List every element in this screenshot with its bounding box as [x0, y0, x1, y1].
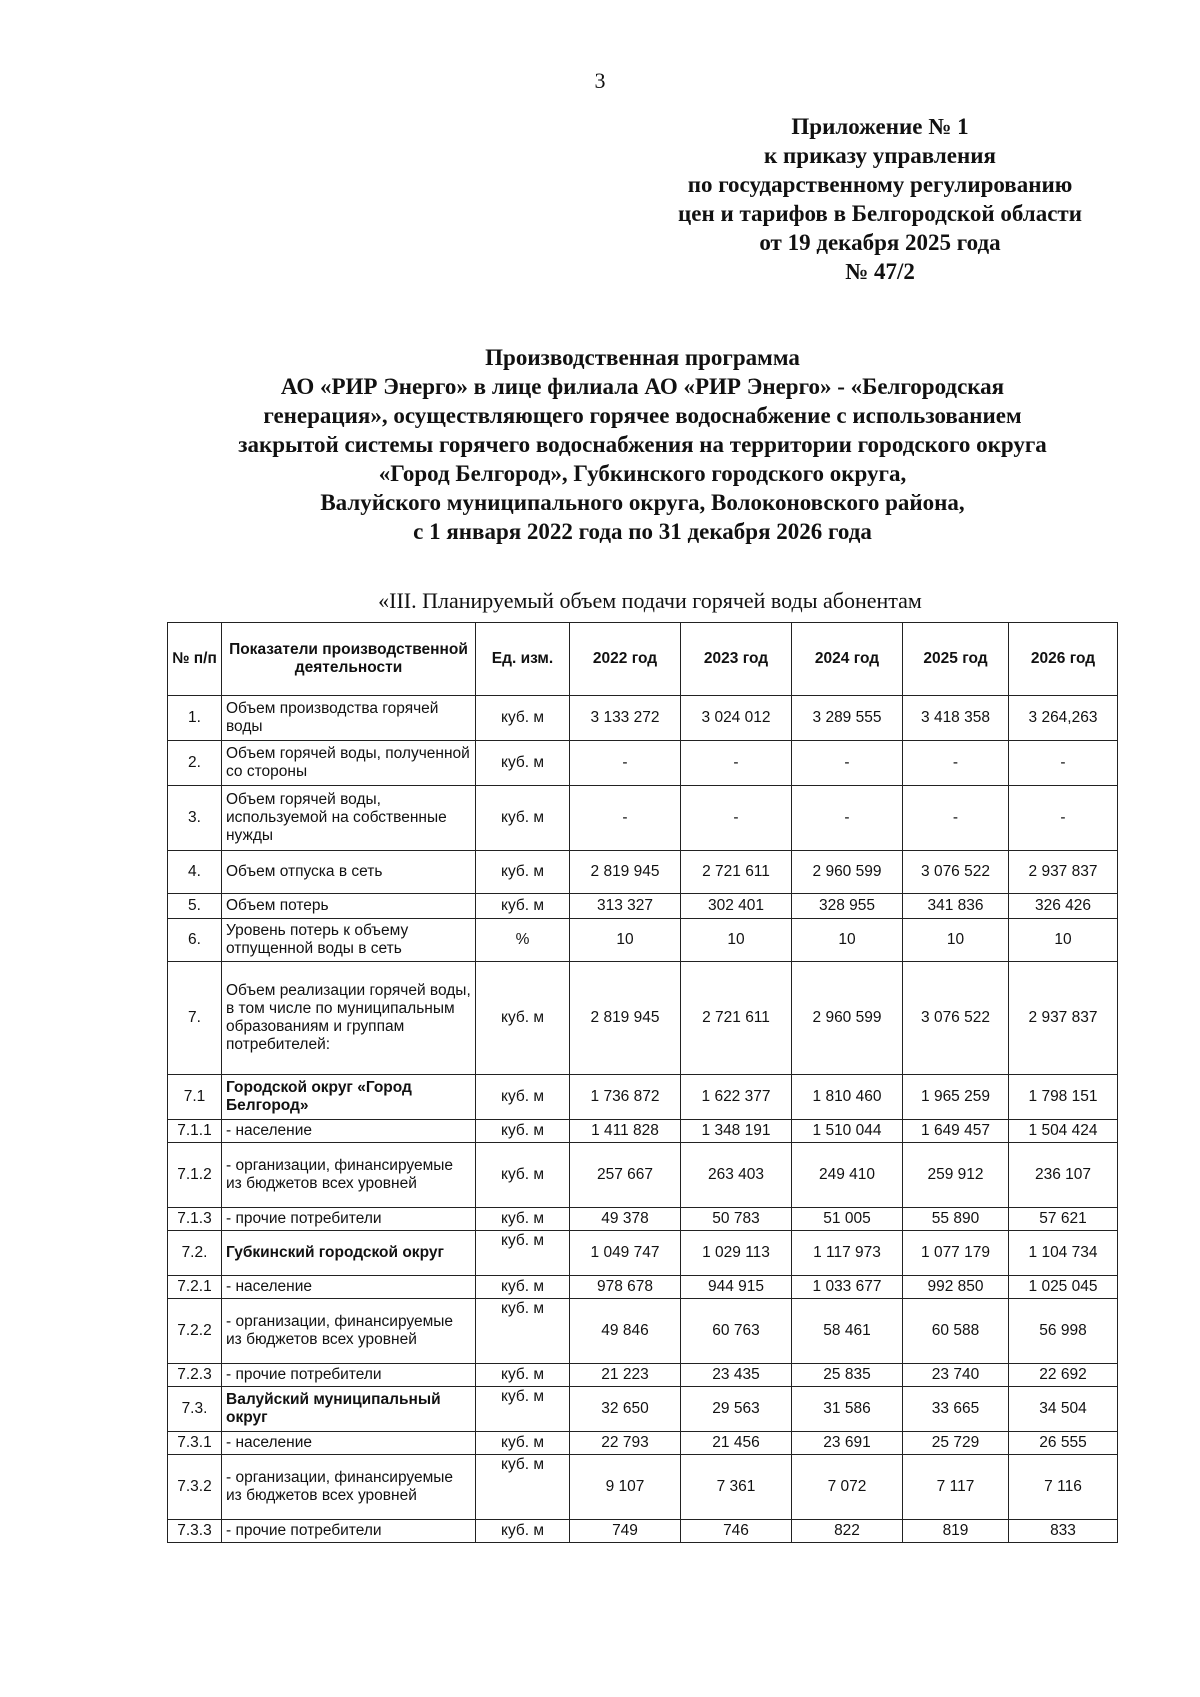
value-cell: 978 678	[570, 1276, 681, 1299]
unit-cell: куб. м	[476, 1432, 570, 1455]
table-row	[168, 1276, 1118, 1299]
row-number-cell: 7.1.3	[168, 1208, 222, 1231]
value-cell: 60 588	[903, 1299, 1009, 1364]
value-cell: 32 650	[570, 1387, 681, 1432]
value-cell: 2 937 837	[1009, 851, 1118, 894]
table-row	[168, 1387, 1118, 1432]
value-cell: 1 077 179	[903, 1231, 1009, 1276]
row-number-cell: 7.2.3	[168, 1364, 222, 1387]
value-cell: 49 846	[570, 1299, 681, 1364]
row-number-cell: 7.1.1	[168, 1120, 222, 1143]
indicator-name-cell: Объем производства горячей воды	[222, 696, 476, 741]
unit-cell: куб. м	[476, 962, 570, 1075]
value-cell: 2 721 611	[681, 962, 792, 1075]
value-cell: 1 104 734	[1009, 1231, 1118, 1276]
row-number-cell: 7.3.	[168, 1387, 222, 1432]
header-cell: 2025 год	[903, 623, 1009, 696]
table-row	[168, 894, 1118, 919]
value-cell: 746	[681, 1520, 792, 1543]
value-cell: 3 418 358	[903, 696, 1009, 741]
row-number-cell: 1.	[168, 696, 222, 741]
table-row	[168, 1143, 1118, 1208]
value-cell: 1 810 460	[792, 1075, 903, 1120]
row-number-cell: 7.3.2	[168, 1455, 222, 1520]
value-cell: -	[903, 741, 1009, 786]
value-cell: 992 850	[903, 1276, 1009, 1299]
table-row	[168, 919, 1118, 962]
value-cell: 1 029 113	[681, 1231, 792, 1276]
indicator-name-cell: Объем реализации горячей воды, в том числе по муниципальным образованиям и группам потребителей:	[222, 962, 476, 1075]
value-cell: -	[792, 786, 903, 851]
value-cell: 1 736 872	[570, 1075, 681, 1120]
value-cell: -	[681, 786, 792, 851]
title-line: закрытой системы горячего водоснабжения на территории городского округа	[238, 432, 1047, 457]
indicator-name-cell: Объем горячей воды, полученной со стороны	[222, 741, 476, 786]
unit-cell: куб. м	[476, 696, 570, 741]
value-cell: 749	[570, 1520, 681, 1543]
production-program-table	[167, 622, 1118, 1543]
table-row	[168, 786, 1118, 851]
unit-cell: куб. м	[476, 1231, 570, 1276]
indicator-name-cell: Уровень потерь к объему отпущенной воды в сеть	[222, 919, 476, 962]
indicator-name-cell: Объем отпуска в сеть	[222, 851, 476, 894]
value-cell: 56 998	[1009, 1299, 1118, 1364]
value-cell: 7 116	[1009, 1455, 1118, 1520]
header-cell: № п/п	[168, 623, 222, 696]
row-number-cell: 7.1.2	[168, 1143, 222, 1208]
value-cell: 2 819 945	[570, 851, 681, 894]
table-row	[168, 851, 1118, 894]
value-cell: 23 691	[792, 1432, 903, 1455]
value-cell: 2 960 599	[792, 851, 903, 894]
row-number-cell: 6.	[168, 919, 222, 962]
header-cell: 2026 год	[1009, 623, 1118, 696]
row-number-cell: 5.	[168, 894, 222, 919]
value-cell: 313 327	[570, 894, 681, 919]
unit-cell: куб. м	[476, 894, 570, 919]
value-cell: 26 555	[1009, 1432, 1118, 1455]
unit-cell: куб. м	[476, 741, 570, 786]
indicator-name-cell: - население	[222, 1432, 476, 1455]
unit-cell: куб. м	[476, 1387, 570, 1432]
indicator-name-cell: - прочие потребители	[222, 1520, 476, 1543]
table-row	[168, 1231, 1118, 1276]
table-row	[168, 1120, 1118, 1143]
value-cell: -	[570, 741, 681, 786]
page-number: 3	[594, 68, 606, 93]
table-header-row	[168, 623, 1118, 696]
value-cell: 25 835	[792, 1364, 903, 1387]
value-cell: 328 955	[792, 894, 903, 919]
title-line: Валуйского муниципального округа, Волоконовского района,	[320, 490, 965, 515]
row-number-cell: 7.2.	[168, 1231, 222, 1276]
value-cell: 7 361	[681, 1455, 792, 1520]
appendix-line: Приложение № 1	[791, 114, 969, 139]
unit-cell: куб. м	[476, 1520, 570, 1543]
indicator-name-cell: - организации, финансируемые из бюджетов всех уровней	[222, 1299, 476, 1364]
value-cell: 2 819 945	[570, 962, 681, 1075]
value-cell: 326 426	[1009, 894, 1118, 919]
value-cell: 23 740	[903, 1364, 1009, 1387]
table-row	[168, 962, 1118, 1075]
value-cell: 819	[903, 1520, 1009, 1543]
header-cell: 2022 год	[570, 623, 681, 696]
appendix-header	[640, 112, 1120, 286]
value-cell: 3 024 012	[681, 696, 792, 741]
document-title	[150, 343, 1135, 546]
value-cell: -	[681, 741, 792, 786]
section-title: «III. Планируемый объем подачи горячей воды абонентам	[378, 588, 922, 613]
title-line: «Город Белгород», Губкинского городского округа,	[378, 461, 907, 486]
appendix-line: № 47/2	[845, 259, 915, 284]
value-cell: 50 783	[681, 1208, 792, 1231]
appendix-line: от 19 декабря 2025 года	[759, 230, 1001, 255]
value-cell: 3 133 272	[570, 696, 681, 741]
indicator-name-cell: Объем горячей воды, используемой на собственные нужды	[222, 786, 476, 851]
value-cell: 23 435	[681, 1364, 792, 1387]
table-row	[168, 1208, 1118, 1231]
value-cell: 259 912	[903, 1143, 1009, 1208]
value-cell: 7 072	[792, 1455, 903, 1520]
value-cell: 10	[792, 919, 903, 962]
value-cell: 1 965 259	[903, 1075, 1009, 1120]
row-number-cell: 7.2.1	[168, 1276, 222, 1299]
value-cell: 236 107	[1009, 1143, 1118, 1208]
value-cell: 249 410	[792, 1143, 903, 1208]
value-cell: 57 621	[1009, 1208, 1118, 1231]
value-cell: 21 456	[681, 1432, 792, 1455]
unit-cell: куб. м	[476, 1455, 570, 1520]
value-cell: 58 461	[792, 1299, 903, 1364]
value-cell: 29 563	[681, 1387, 792, 1432]
row-number-cell: 7.2.2	[168, 1299, 222, 1364]
title-line: с 1 января 2022 года по 31 декабря 2026 года	[413, 519, 872, 544]
unit-cell: %	[476, 919, 570, 962]
value-cell: 263 403	[681, 1143, 792, 1208]
value-cell: 31 586	[792, 1387, 903, 1432]
value-cell: 51 005	[792, 1208, 903, 1231]
header-cell: 2024 год	[792, 623, 903, 696]
indicator-name-cell: - прочие потребители	[222, 1208, 476, 1231]
value-cell: 33 665	[903, 1387, 1009, 1432]
row-number-cell: 7.	[168, 962, 222, 1075]
value-cell: -	[903, 786, 1009, 851]
value-cell: 3 264,263	[1009, 696, 1118, 741]
header-cell: Ед. изм.	[476, 623, 570, 696]
value-cell: 2 960 599	[792, 962, 903, 1075]
value-cell: 822	[792, 1520, 903, 1543]
value-cell: 257 667	[570, 1143, 681, 1208]
value-cell: 1 117 973	[792, 1231, 903, 1276]
value-cell: 1 025 045	[1009, 1276, 1118, 1299]
appendix-line: цен и тарифов в Белгородской области	[678, 201, 1082, 226]
unit-cell: куб. м	[476, 851, 570, 894]
value-cell: 1 649 457	[903, 1120, 1009, 1143]
unit-cell: куб. м	[476, 786, 570, 851]
indicator-name-cell: Городской округ «Город Белгород»	[222, 1075, 476, 1120]
indicator-name-cell: - организации, финансируемые из бюджетов всех уровней	[222, 1455, 476, 1520]
value-cell: 9 107	[570, 1455, 681, 1520]
value-cell: 944 915	[681, 1276, 792, 1299]
row-number-cell: 2.	[168, 741, 222, 786]
value-cell: 10	[681, 919, 792, 962]
table-row	[168, 741, 1118, 786]
table-row	[168, 1520, 1118, 1543]
value-cell: 49 378	[570, 1208, 681, 1231]
value-cell: 55 890	[903, 1208, 1009, 1231]
title-line: Производственная программа	[485, 345, 800, 370]
value-cell: 10	[570, 919, 681, 962]
unit-cell: куб. м	[476, 1208, 570, 1231]
indicator-name-cell: - прочие потребители	[222, 1364, 476, 1387]
value-cell: -	[570, 786, 681, 851]
table-row	[168, 1455, 1118, 1520]
value-cell: 60 763	[681, 1299, 792, 1364]
value-cell: 1 348 191	[681, 1120, 792, 1143]
title-line: АО «РИР Энерго» в лице филиала АО «РИР Энерго» - «Белгородская	[280, 374, 1005, 399]
value-cell: 1 798 151	[1009, 1075, 1118, 1120]
value-cell: 1 504 424	[1009, 1120, 1118, 1143]
indicator-name-cell: Валуйский муниципальный округ	[222, 1387, 476, 1432]
indicator-name-cell: Губкинский городской округ	[222, 1231, 476, 1276]
unit-cell: куб. м	[476, 1364, 570, 1387]
value-cell: 3 076 522	[903, 962, 1009, 1075]
indicator-name-cell: Объем потерь	[222, 894, 476, 919]
table-row	[168, 1364, 1118, 1387]
value-cell: 21 223	[570, 1364, 681, 1387]
appendix-line: к приказу управления	[764, 143, 996, 168]
value-cell: 1 049 747	[570, 1231, 681, 1276]
value-cell: 1 510 044	[792, 1120, 903, 1143]
table-row	[168, 1432, 1118, 1455]
unit-cell: куб. м	[476, 1276, 570, 1299]
unit-cell: куб. м	[476, 1075, 570, 1120]
value-cell: 7 117	[903, 1455, 1009, 1520]
header-cell: 2023 год	[681, 623, 792, 696]
table-row	[168, 1075, 1118, 1120]
value-cell: -	[792, 741, 903, 786]
indicator-name-cell: - население	[222, 1120, 476, 1143]
appendix-line: по государственному регулированию	[687, 172, 1073, 197]
table-row	[168, 1299, 1118, 1364]
value-cell: 341 836	[903, 894, 1009, 919]
indicator-name-cell: - население	[222, 1276, 476, 1299]
value-cell: 3 289 555	[792, 696, 903, 741]
value-cell: 22 692	[1009, 1364, 1118, 1387]
value-cell: 10	[903, 919, 1009, 962]
value-cell: -	[1009, 741, 1118, 786]
row-number-cell: 7.3.3	[168, 1520, 222, 1543]
value-cell: 2 937 837	[1009, 962, 1118, 1075]
unit-cell: куб. м	[476, 1299, 570, 1364]
row-number-cell: 3.	[168, 786, 222, 851]
value-cell: 25 729	[903, 1432, 1009, 1455]
value-cell: 1 411 828	[570, 1120, 681, 1143]
unit-cell: куб. м	[476, 1143, 570, 1208]
row-number-cell: 7.3.1	[168, 1432, 222, 1455]
value-cell: 3 076 522	[903, 851, 1009, 894]
value-cell: 34 504	[1009, 1387, 1118, 1432]
value-cell: 833	[1009, 1520, 1118, 1543]
title-line: генерация», осуществляющего горячее водоснабжение с использованием	[263, 403, 1022, 428]
table-row	[168, 696, 1118, 741]
value-cell: 2 721 611	[681, 851, 792, 894]
value-cell: 1 622 377	[681, 1075, 792, 1120]
value-cell: 10	[1009, 919, 1118, 962]
row-number-cell: 7.1	[168, 1075, 222, 1120]
indicator-name-cell: - организации, финансируемые из бюджетов всех уровней	[222, 1143, 476, 1208]
value-cell: -	[1009, 786, 1118, 851]
table-body	[168, 696, 1118, 1543]
value-cell: 22 793	[570, 1432, 681, 1455]
value-cell: 302 401	[681, 894, 792, 919]
value-cell: 1 033 677	[792, 1276, 903, 1299]
header-cell: Показатели производственной деятельности	[222, 623, 476, 696]
row-number-cell: 4.	[168, 851, 222, 894]
unit-cell: куб. м	[476, 1120, 570, 1143]
